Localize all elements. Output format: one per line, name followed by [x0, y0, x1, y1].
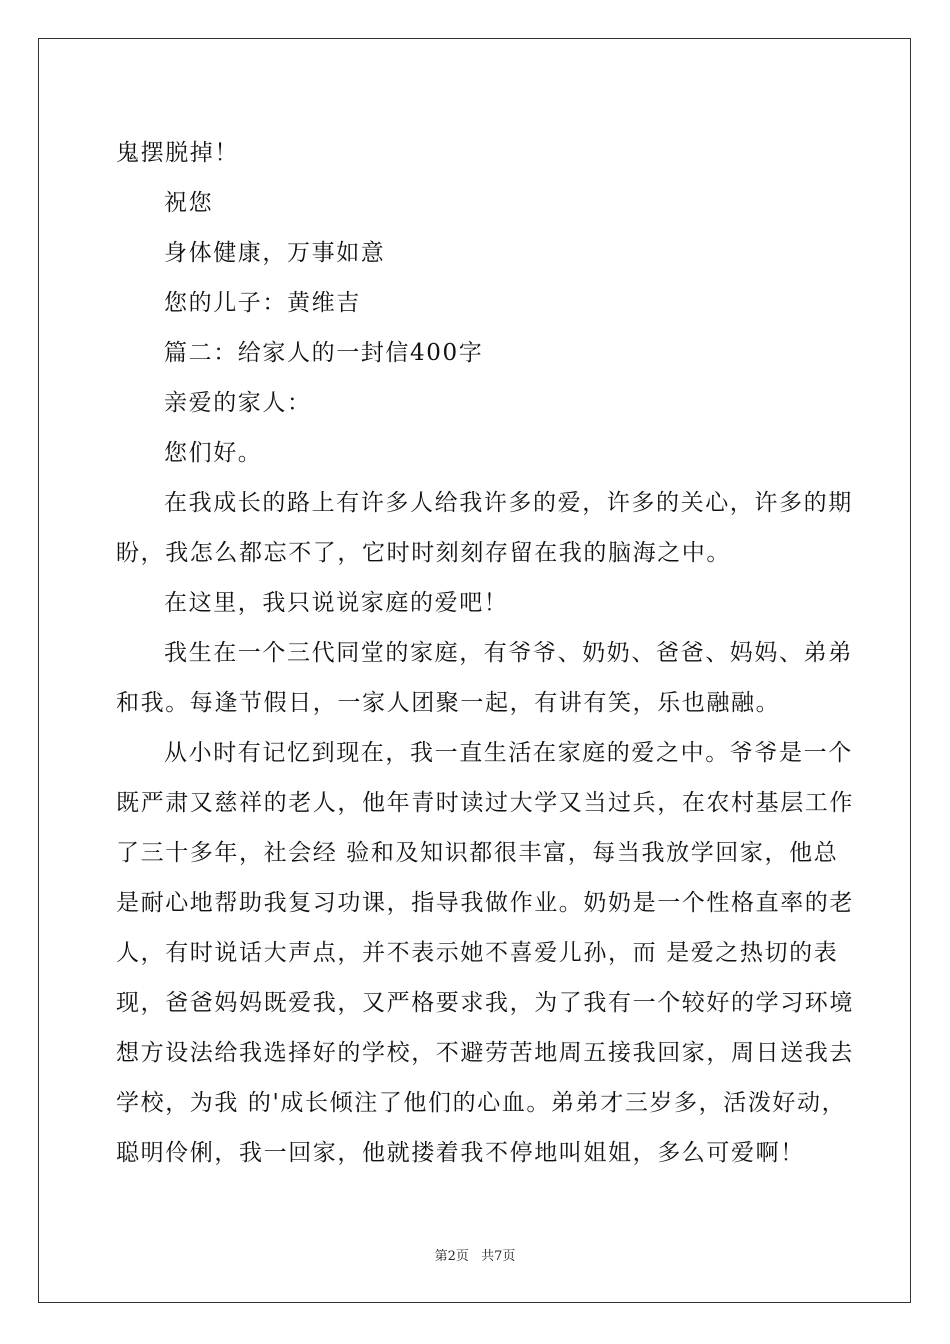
text-line: 聪明伶俐，我一回家，他就搂着我不停地叫姐姐，多么可爱啊！	[116, 1140, 805, 1166]
text-line: 想方设法给我选择好的学校，不避劳苦地周五接我回家，周日送我去	[116, 1040, 854, 1066]
text-line: 是耐心地帮助我复习功课，指导我做作业。奶奶是一个性格直率的老	[116, 890, 854, 916]
page-footer	[0, 1245, 950, 1264]
text-line: 您的儿子：黄维吉	[164, 290, 361, 316]
text-line: 鬼摆脱掉！	[116, 140, 239, 166]
text-line: 从小时有记忆到现在，我一直生活在家庭的爱之中。爷爷是一个	[164, 740, 853, 766]
text-line: 祝您	[164, 190, 214, 216]
text-line: 在这里，我只说说家庭的爱吧！	[164, 590, 509, 616]
text-line: 身体健康，万事如意	[164, 240, 386, 266]
page-number: 第2页	[434, 1249, 469, 1264]
text-line: 盼，我怎么都忘不了，它时时刻刻存留在我的脑海之中。	[116, 540, 731, 566]
text-line: 在我成长的路上有许多人给我许多的爱，许多的关心，许多的期	[164, 490, 853, 516]
text-line: 人，有时说话大声点，并不表示她不喜爱儿孙，而 是爱之热切的表	[116, 940, 839, 966]
text-line: 既严肃又慈祥的老人，他年青时读过大学又当过兵，在农村基层工作	[116, 790, 854, 816]
text-line: 了三十多年，社会经 验和及知识都很丰富，每当我放学回家，他总	[116, 840, 839, 866]
text-line: 和我。每逢节假日，一家人团聚一起，有讲有笑，乐也融融。	[116, 690, 781, 716]
document-body	[116, 128, 854, 1178]
text-line: 您们好。	[164, 440, 263, 466]
text-line: 现，爸爸妈妈既爱我，又严格要求我，为了我有一个较好的学习环境	[116, 990, 854, 1016]
text-line: 我生在一个三代同堂的家庭，有爷爷、奶奶、爸爸、妈妈、弟弟	[164, 640, 853, 666]
text-line: 亲爱的家人：	[164, 390, 312, 416]
section-heading: 篇二：给家人的一封信400字	[164, 340, 484, 366]
text-line: 学校，为我 的'成长倾注了他们的心血。弟弟才三岁多，活泼好动，	[116, 1090, 847, 1116]
page-total: 共7页	[481, 1249, 516, 1264]
